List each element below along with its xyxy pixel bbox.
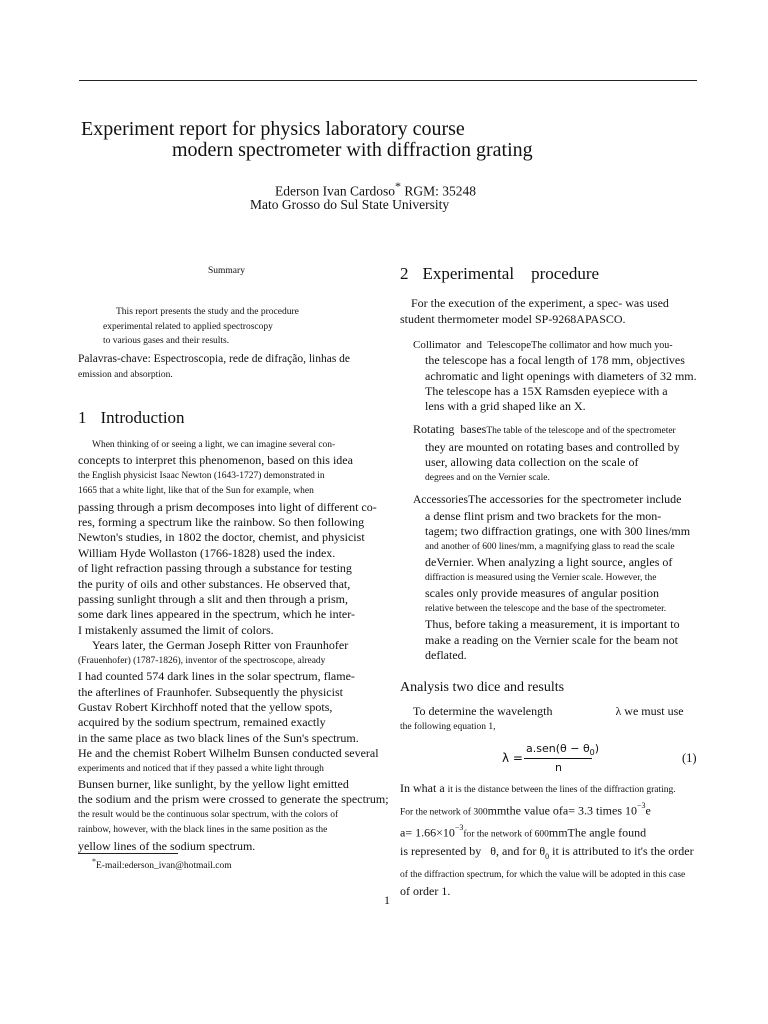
analysis-line	[400, 820, 694, 842]
item-line: relative between the telescope and the base of the spectrometer.	[425, 603, 667, 614]
analysis-after-equation	[400, 780, 694, 899]
section-title: Experimental procedure	[422, 264, 600, 283]
procedure-intro-line: For the execution of the experiment, a spec- was used	[411, 296, 669, 310]
analysis-text-run: −3	[454, 823, 464, 833]
keywords-line: emission and absorption.	[78, 370, 173, 380]
footnote-rule	[78, 853, 178, 854]
introduction-line: (Frauenhofer) (1787-1826), inventor of the spectroscope, already	[78, 655, 326, 666]
analysis-line	[400, 865, 694, 883]
introduction-line: passing through a prism decomposes into light of different co-	[78, 499, 377, 514]
introduction-line: the afterlines of Fraunhofer. Subsequently the physicist	[78, 684, 343, 699]
analysis-text-run: In what a	[400, 781, 448, 795]
item-line: tagem; two diffraction gratings, one with 300 lines/mm	[425, 524, 691, 538]
item-rotating-bases	[413, 421, 680, 486]
summary-line: to various gases and their results.	[103, 336, 230, 346]
procedure-intro	[400, 296, 669, 327]
section-number: 1	[78, 408, 87, 427]
section-heading-introduction	[78, 408, 185, 428]
item-label: Rotating bases	[413, 422, 487, 436]
section-title: Introduction	[100, 408, 185, 427]
equation-lhs: λ =	[502, 751, 523, 765]
introduction-line: I mistakenly assumed the limit of colors.	[78, 622, 274, 637]
item-lead: The table of the telescope and of the spectrometer	[486, 426, 676, 436]
introduction-line: Newton's studies, in 1802 the doctor, chemist, and physicist	[78, 530, 365, 545]
analysis-line	[400, 843, 694, 865]
author-footnote-marker: *	[394, 179, 401, 193]
section-heading-procedure	[400, 264, 599, 284]
introduction-line: res, forming a spectrum like the rainbow. So then following	[78, 515, 365, 530]
procedure-intro-line: student thermometer model SP-9268APASCO.	[400, 311, 626, 326]
item-label: Collimator and Telescope	[413, 339, 532, 351]
introduction-line: William Hyde Wollaston (1766-1828) used the index.	[78, 545, 336, 560]
paper-title-line1: Experiment report for physics laboratory course	[81, 118, 465, 140]
item-line: user, allowing data collection on the scale of	[425, 455, 639, 469]
introduction-line: I had counted 574 dark lines in the solar spectrum, flame-	[78, 669, 355, 684]
item-line: deflated.	[425, 648, 467, 662]
equation-numerator: $a.sen(\theta - \theta_0)$	[526, 742, 600, 758]
introduction-body	[78, 438, 390, 854]
introduction-line: rainbow, however, with the black lines in the same position as the	[78, 825, 328, 836]
summary-abstract	[103, 305, 299, 349]
item-line: make a reading on the Vernier scale for the beam not	[425, 632, 679, 647]
analysis-text-run: it is the distance between the lines of the diffraction grating.	[447, 785, 676, 795]
introduction-line: the sodium and the prism were crossed to generate the spectrum;	[78, 792, 389, 807]
item-line: Thus, before taking a measurement, it is important to	[425, 617, 680, 631]
introduction-line: the result would be the continuous solar spectrum, with the colors of	[78, 809, 339, 820]
author-affiliation: Mato Grosso do Sul State University	[250, 197, 450, 212]
author-name: Ederson Ivan Cardoso	[275, 183, 395, 199]
item-line: achromatic and light openings with diameters of 32 mm.	[425, 368, 697, 383]
item-line: scales only provide measures of angular position	[425, 586, 659, 600]
analysis-line	[400, 883, 694, 899]
introduction-line: the purity of oils and other substances. He observed that,	[78, 576, 351, 591]
item-line: a dense flint prism and two brackets for the mon-	[425, 508, 662, 523]
analysis-text-run: 0	[545, 851, 550, 861]
analysis-line	[400, 798, 694, 820]
introduction-line: experiments and noticed that if they passed a white light through	[78, 763, 324, 774]
analysis-line: λ we must use	[615, 704, 684, 718]
introduction-line: He and the chemist Robert Wilhelm Bunsen conducted several	[78, 746, 379, 761]
equation-number: (1)	[682, 751, 697, 765]
item-lead: The accessories for the spectrometer include	[467, 492, 682, 506]
item-line: degrees and on the Vernier scale.	[425, 472, 550, 483]
analysis-text-run: is represented by θ, and for θ	[400, 843, 546, 858]
keywords	[78, 351, 350, 383]
analysis-text-run: of order 1.	[400, 883, 451, 898]
analysis-line: To determine the wavelength	[413, 704, 553, 718]
section-number: 2	[400, 264, 409, 283]
analysis-line: the following equation 1,	[400, 722, 496, 732]
introduction-line: of light refraction passing through a substance for testing	[78, 561, 352, 576]
item-line: they are mounted on rotating bases and controlled by	[425, 439, 680, 454]
author-rgm: RGM: 35248	[400, 183, 476, 199]
analysis-line	[400, 780, 694, 798]
introduction-line: acquired by the sodium spectrum, remained exactly	[78, 715, 326, 730]
introduction-line: 1665 that a white light, like that of the Sun for example, when	[78, 486, 314, 497]
item-label: Accessories	[413, 494, 468, 506]
item-line: deVernier. When analyzing a light source, angles of	[425, 555, 673, 569]
footnote-text: E-mail:ederson_ivan@hotmail.com	[96, 861, 232, 872]
analysis-text-run: it is attributed to it's the order	[549, 843, 694, 858]
item-line: diffraction is measured using the Vernier scale. However, the	[425, 572, 657, 583]
summary-line: This report presents the study and the procedure	[116, 307, 299, 317]
introduction-line: When thinking of or seeing a light, we can imagine several con-	[92, 440, 336, 450]
item-accessories	[413, 491, 690, 664]
introduction-line: Years later, the German Joseph Ritter von Fraunhofer	[92, 638, 349, 653]
analysis-text-run: e	[645, 803, 651, 818]
header-rule	[79, 80, 697, 81]
item-line: The telescope has a 15X Ramsden eyepiece with a	[425, 383, 668, 398]
page-number: 1	[384, 893, 390, 907]
introduction-line: in the same place as two black lines of the Sun's spectrum.	[78, 730, 359, 745]
item-line: and another of 600 lines/mm, a magnifying glass to read the scale	[425, 541, 675, 552]
analysis-text-run: of the diffraction spectrum, for which the value will be adopted in this case	[400, 869, 686, 880]
item-lead: The collimator and how much you-	[531, 340, 673, 351]
analysis-text-run: a= 1.66×10	[400, 825, 455, 840]
introduction-line: concepts to interpret this phenomenon, based on this idea	[78, 453, 353, 468]
introduction-line: the English physicist Isaac Newton (1643-1727) demonstrated in	[78, 470, 325, 481]
item-line: lens with a grid shaped like an X.	[425, 399, 586, 414]
summary-heading: Summary	[208, 266, 245, 276]
item-collimator	[413, 336, 697, 414]
introduction-line: passing sunlight through a slit and then through a prism,	[78, 592, 348, 607]
analysis-intro	[400, 703, 684, 735]
equation-denominator: n	[555, 761, 562, 774]
analysis-text-run: for the network of 600	[463, 829, 549, 840]
keywords-line: Palavras-chave: Espectroscopia, rede de difração, linhas de	[78, 353, 351, 365]
analysis-text-run: −3	[637, 801, 646, 810]
section-heading-analysis: Analysis two dice and results	[400, 680, 565, 695]
introduction-line: some dark lines appeared in the spectrum, which he inter-	[78, 607, 355, 622]
item-line: the telescope has a focal length of 178 mm, objectives	[425, 353, 685, 368]
footnote-marker: *	[92, 857, 96, 866]
equation-fraction-bar	[524, 758, 592, 759]
footnote	[92, 857, 232, 871]
introduction-line: Gustav Robert Kirchhoff noted that the yellow spots,	[78, 699, 333, 714]
analysis-text-run: mmthe value ofa= 3.3 times 10	[487, 803, 638, 818]
introduction-line: yellow lines of the sodium spectrum.	[78, 838, 256, 853]
summary-line: experimental related to applied spectroscopy	[103, 321, 273, 332]
analysis-text-run: mmThe angle found	[548, 825, 647, 840]
paper-title-line2: modern spectrometer with diffraction grating	[172, 139, 533, 161]
analysis-text-run: For the network of 300	[400, 807, 488, 818]
equation-1	[400, 736, 700, 776]
introduction-line: Bunsen burner, like sunlight, by the yellow light emitted	[78, 776, 349, 791]
